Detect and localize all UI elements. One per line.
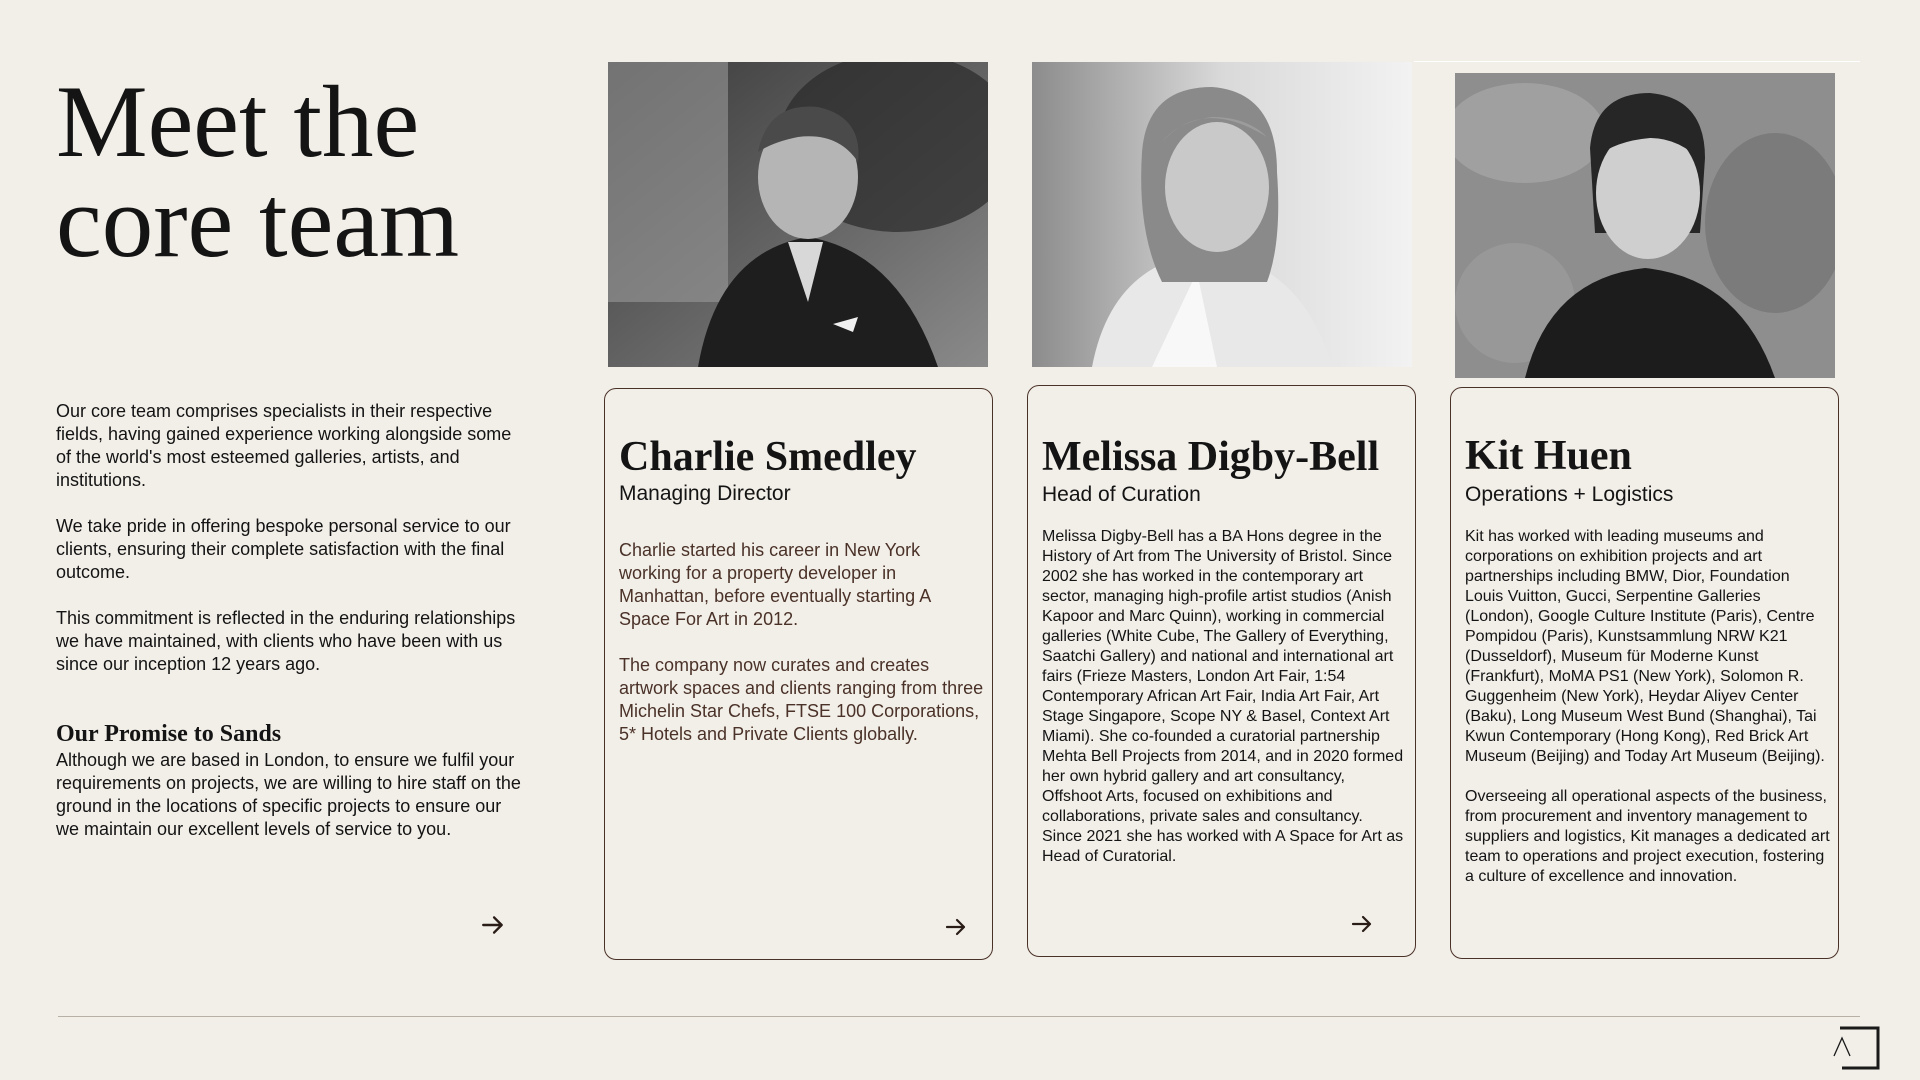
- page-title: [56, 65, 576, 279]
- promise-heading: Our Promise to Sands: [56, 721, 282, 747]
- top-divider: [1414, 61, 1860, 62]
- team-card-kit-huen: [1450, 387, 1839, 959]
- team-member-bio: [1465, 527, 1830, 887]
- team-member-role: Managing Director: [619, 482, 791, 505]
- bio-paragraph-2: Overseeing all operational aspects of the business, from procurement and inventory management to suppliers and logistics, Kit manages a dedicated art team to operations and project execution, fostering a culture of excellence and innovation.: [1465, 788, 1830, 885]
- team-member-bio: [1042, 527, 1407, 867]
- charlie-smedley-photo: [608, 62, 988, 367]
- intro-paragraph-1: Our core team comprises specialists in their respective fields, having gained experience working alongside some of the world's most esteemed galleries, artists, and institutions.: [56, 401, 512, 490]
- bio-paragraph-2: The company now curates and creates artwork spaces and clients ranging from three Michelin Star Chefs, FTSE 100 Corporations, 5* Hotels and Private Clients globally.: [619, 655, 984, 744]
- intro-paragraph-3: This commitment is reflected in the enduring relationships we have maintained, with clients who have been with us since our inception 12 years ago.: [56, 608, 516, 674]
- intro-text: [56, 400, 526, 699]
- bio-paragraph-1: Kit has worked with leading museums and corporations on exhibition projects and art partnerships including BMW, Dior, Foundation Louis Vuitton, Gucci, Serpentine Galleries (London), Google Culture Institute (Paris), Centre Pompidou (Paris), Kunstsammlung NRW K21 (Dusseldorf), Museum für Moderne Kunst (Frankfurt), MoMA PS1 (New York), Solomon R. Guggenheim (New York), Heydar Aliyev Center (Baku), Long Museum West Bund (Shanghai), Tai Kwun Contemporary (Hong Kong), Red Brick Art Museum (Beijing) and Today Art Museum (Beijing).: [1465, 528, 1825, 765]
- team-member-role: Head of Curation: [1042, 483, 1201, 506]
- kit-huen-photo: [1455, 73, 1835, 378]
- arrow-right-icon[interactable]: [1350, 912, 1374, 936]
- team-card-charlie-smedley: [604, 388, 993, 960]
- a-space-for-art-logo: [1830, 1024, 1882, 1070]
- arrow-right-icon[interactable]: [480, 912, 506, 938]
- bio-paragraph-1: Melissa Digby-Bell has a BA Hons degree in the History of Art from The University of Bristol. Since 2002 she has worked in the contemporary art sector, managing high-profile artist studios (Anish Kapoor and Marc Quinn), working in commercial galleries (White Cube, The Gallery of Everything, Saatchi Gallery) and national and international art fairs (Frieze Masters, London Art Fair, 1:54 Contemporary African Art Fair, India Art Fair, Art Stage Singapore, Scope NY & Basel, Context Art Miami). She co-founded a curatorial partnership Mehta Bell Projects from 2014, and in 2020 formed her own hybrid gallery and art consultancy, Offshoot Arts, focused on exhibitions and collaborations, private sales and consultancy. Since 2021 she has worked with A Space for Art as Head of Curatorial.: [1042, 528, 1404, 865]
- team-member-bio: [619, 539, 984, 746]
- team-member-role: Operations + Logistics: [1465, 483, 1674, 506]
- team-member-name: Kit Huen: [1465, 433, 1632, 479]
- promise-body: Although we are based in London, to ensure we fulfil your requirements on projects, we are willing to hire staff on the ground in the locations of specific projects to ensure our we maintain our excellent levels of service to you.: [56, 750, 521, 839]
- page-title-line-2: core team: [56, 165, 460, 279]
- bottom-divider: [58, 1016, 1860, 1017]
- bio-paragraph-1: Charlie started his career in New York working for a property developer in Manhattan, before eventually starting A Space For Art in 2012.: [619, 540, 931, 629]
- team-member-name: Melissa Digby-Bell: [1042, 434, 1380, 480]
- page-title-line-1: Meet the: [56, 65, 420, 179]
- team-card-melissa-digby-bell: [1027, 385, 1416, 957]
- intro-paragraph-2: We take pride in offering bespoke personal service to our clients, ensuring their complete satisfaction with the final outcome.: [56, 516, 511, 582]
- melissa-digby-bell-photo: [1032, 62, 1412, 367]
- arrow-right-icon[interactable]: [944, 915, 968, 939]
- team-member-name: Charlie Smedley: [619, 434, 917, 480]
